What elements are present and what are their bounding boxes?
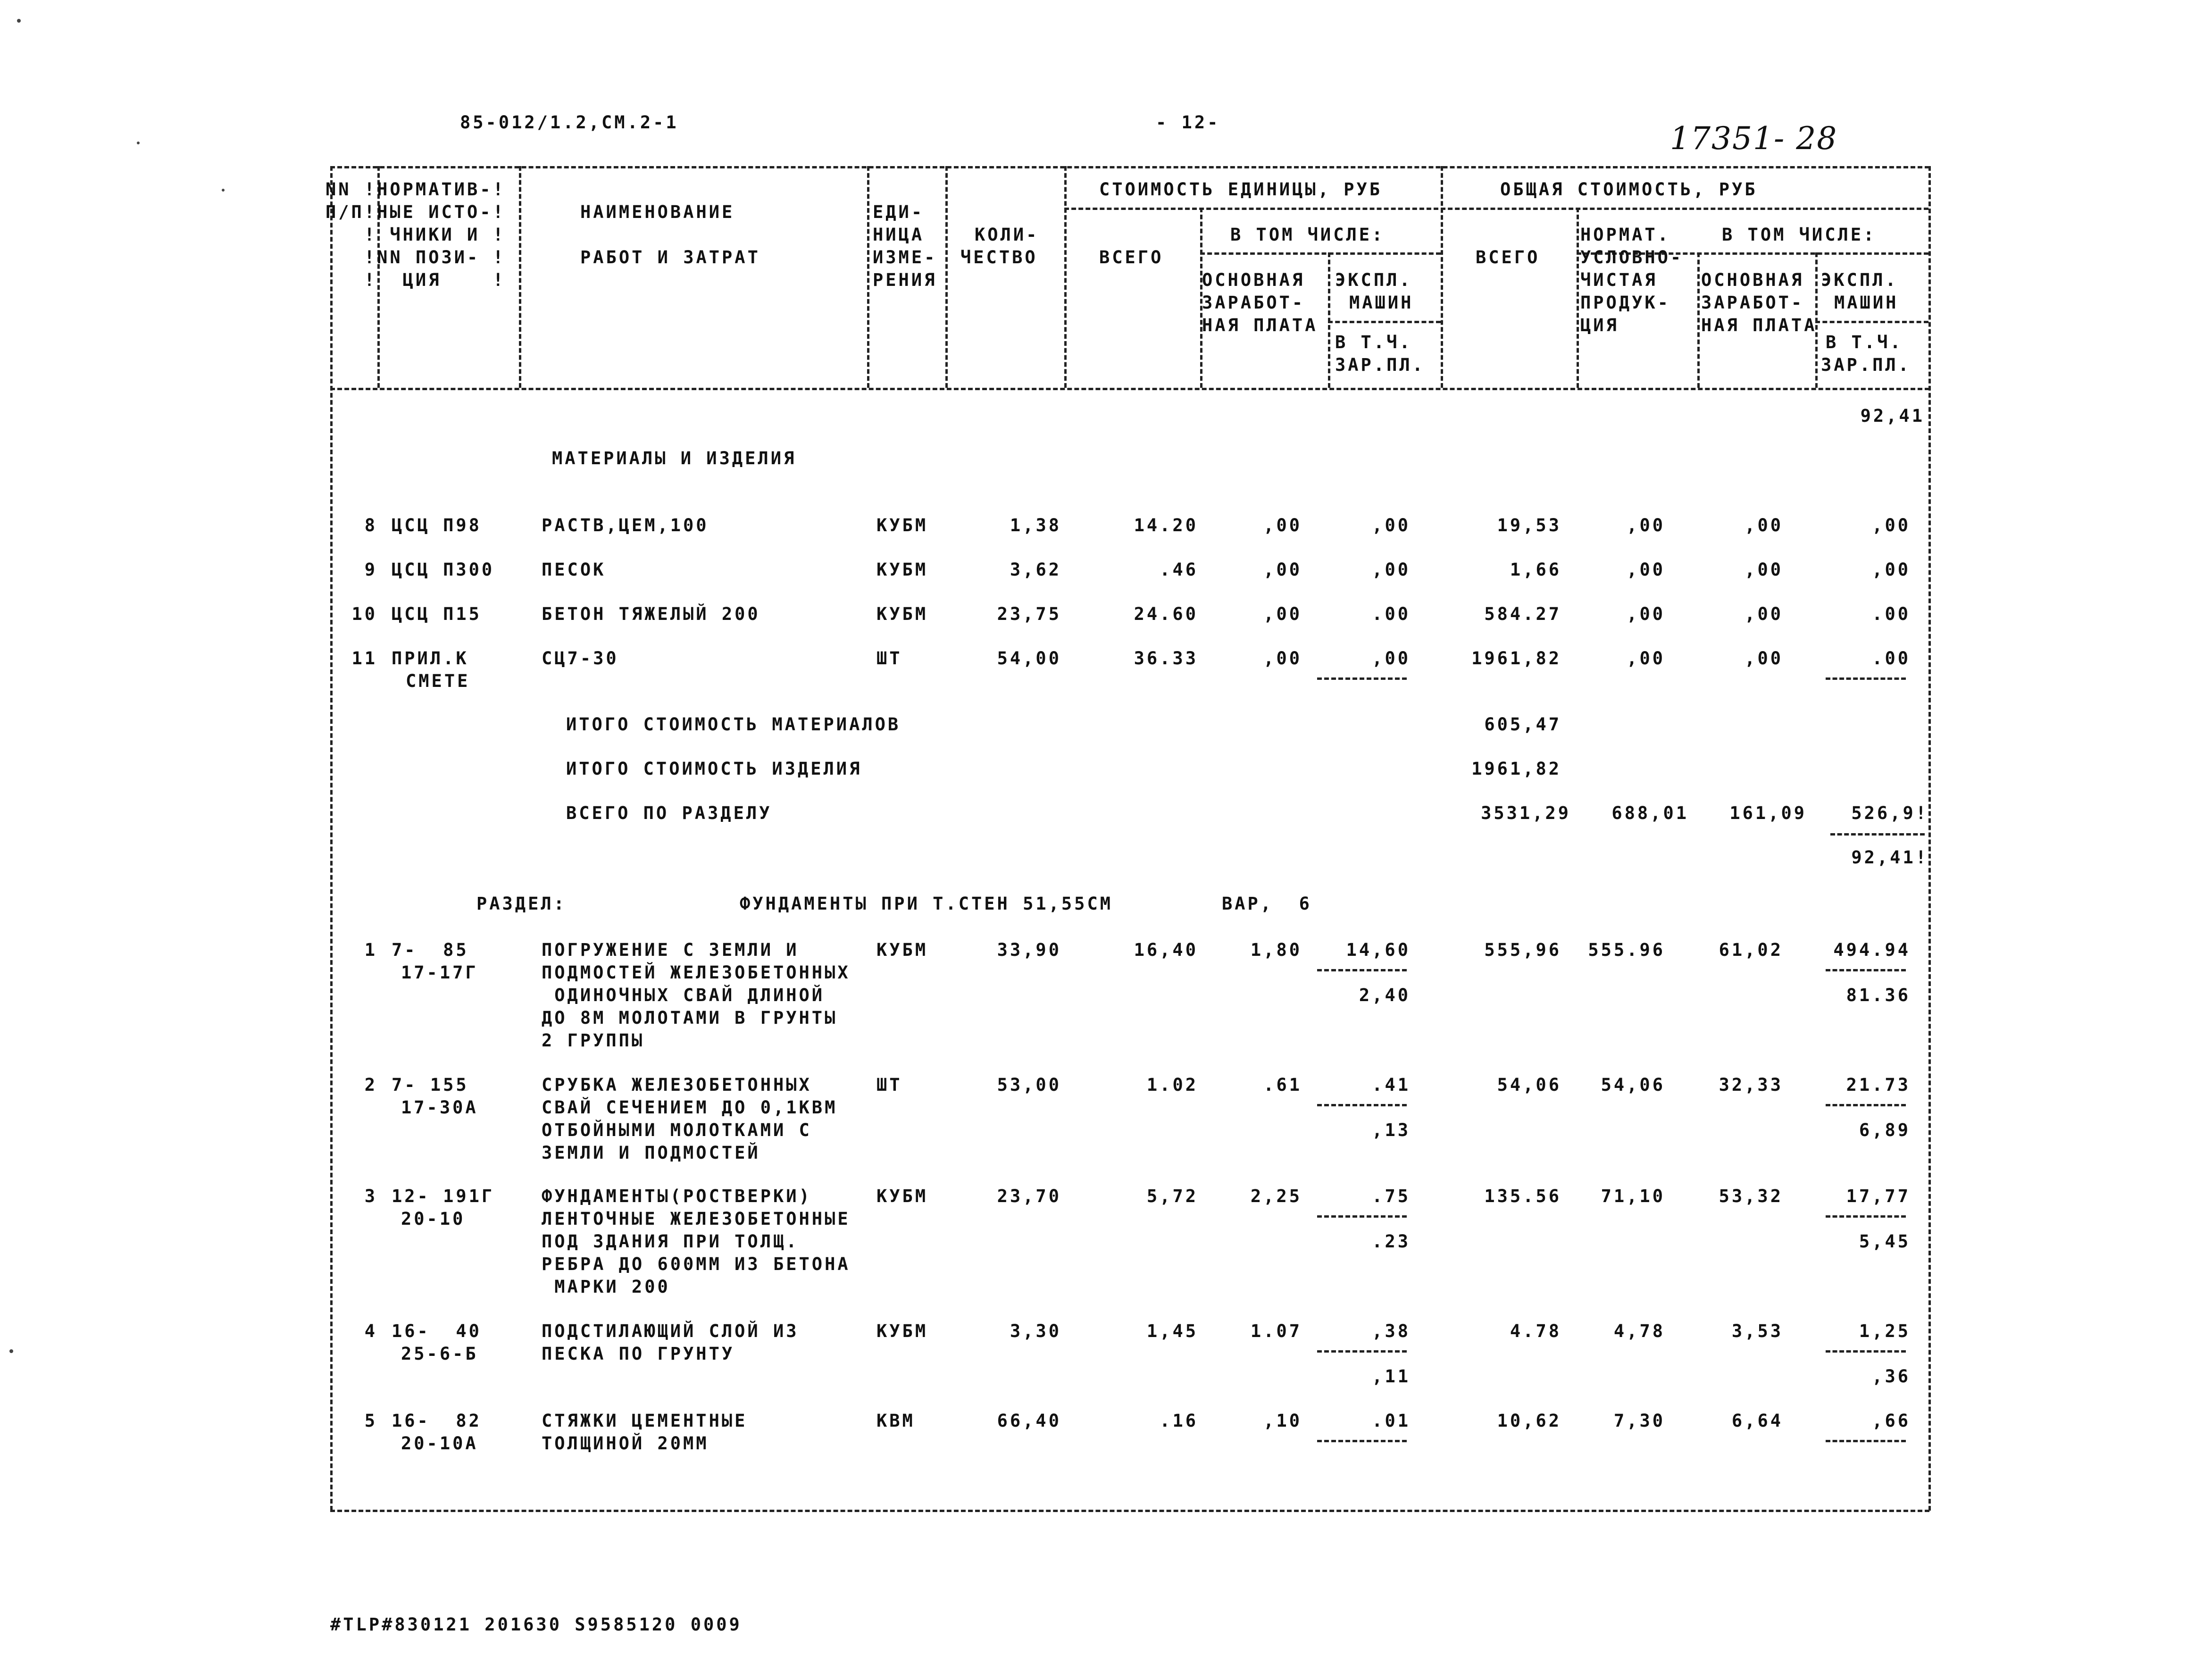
row-code-line2: 17-17Г xyxy=(401,962,478,983)
table-right-border xyxy=(1928,166,1931,1511)
row-unit-total: 1.02 xyxy=(1146,1075,1198,1095)
row-name: ОДИНОЧНЫХ СВАЙ ДЛИНОЙ xyxy=(542,985,825,1005)
row-number: 2 xyxy=(364,1075,377,1095)
row-name: СРУБКА ЖЕЛЕЗОБЕТОННЫХ xyxy=(542,1075,812,1095)
sub-separator xyxy=(1317,1440,1407,1442)
row-unit-machines: 14,60 xyxy=(1346,940,1411,960)
header-unit: НИЦА xyxy=(873,225,925,245)
row-total-machines: ,00 xyxy=(1872,560,1911,580)
row-unit-total: 24.60 xyxy=(1134,604,1198,624)
row-unit: КУБМ xyxy=(876,1186,928,1206)
row-unit: КУБМ xyxy=(876,604,928,624)
row-code-line2: СМЕТЕ xyxy=(406,671,470,691)
header-unit: ИЗМЕ- xyxy=(873,247,937,267)
row-number: 1 xyxy=(364,940,377,960)
row-name: ПЕСОК xyxy=(542,560,606,580)
row-total-machines: 21.73 xyxy=(1846,1075,1911,1095)
row-total-normative: ,00 xyxy=(1627,648,1665,669)
row-qty: 1,38 xyxy=(1010,515,1061,535)
header-bottom-border xyxy=(330,388,1929,390)
table-bottom-border xyxy=(330,1510,1929,1512)
total-items-value: 1961,82 xyxy=(1471,759,1561,779)
row-qty: 54,00 xyxy=(997,648,1061,669)
row-code-line2: 20-10 xyxy=(401,1209,466,1229)
section-label: РАЗДЕЛ: xyxy=(476,894,567,914)
sub-separator xyxy=(1826,677,1906,680)
header-incl-salary: ЗАР.ПЛ. xyxy=(1335,355,1425,375)
row-qty: 53,00 xyxy=(997,1075,1061,1095)
header-tsiya: ! ЦИЯ ! xyxy=(326,270,506,290)
sub-separator xyxy=(1317,1215,1407,1218)
row-total-machines-salary: 81.36 xyxy=(1846,985,1911,1005)
row-code: ЦСЦ П300 xyxy=(392,560,495,580)
row-code: 16- 40 xyxy=(392,1321,482,1341)
row-total-machines: ,00 xyxy=(1872,515,1911,535)
col-sep xyxy=(1697,252,1700,388)
row-total-normative: 4,78 xyxy=(1613,1321,1665,1341)
row-unit: ШТ xyxy=(876,1075,902,1095)
row-total-normative: ,00 xyxy=(1627,604,1665,624)
row-name: ПОД ЗДАНИЯ ПРИ ТОЛЩ. xyxy=(542,1231,799,1252)
row-name: ПОГРУЖЕНИЕ С ЗЕМЛИ И xyxy=(542,940,799,960)
row-number: 10 xyxy=(351,604,377,624)
sub-separator xyxy=(1826,1440,1906,1442)
row-name: СЦ7-30 xyxy=(542,648,619,669)
section-total-value: 3531,29 xyxy=(1481,803,1571,823)
row-code: 12- 191Г xyxy=(392,1186,495,1206)
sub-separator xyxy=(1826,969,1906,971)
scan-speck xyxy=(17,19,21,23)
header-including-2: В ТОМ ЧИСЛЕ: xyxy=(1722,225,1877,245)
row-total-machines-salary: 6,89 xyxy=(1859,1120,1911,1140)
row-unit-machines-salary: ,13 xyxy=(1372,1120,1411,1140)
col-sep xyxy=(1064,166,1067,388)
section-total-label: ВСЕГО ПО РАЗДЕЛУ xyxy=(566,803,772,823)
row-total-machines: 494.94 xyxy=(1833,940,1911,960)
row-unit-machines: ,00 xyxy=(1372,515,1411,535)
section-total-machines: 526,9! xyxy=(1851,803,1928,823)
table-left-border xyxy=(330,166,333,1511)
row-qty: 33,90 xyxy=(997,940,1061,960)
row-total-normative: 54,06 xyxy=(1601,1075,1665,1095)
row-unit-machines: ,00 xyxy=(1372,648,1411,669)
header-name-2: РАБОТ И ЗАТРАТ xyxy=(580,247,760,267)
row-total: 4.78 xyxy=(1510,1321,1561,1341)
row-unit-total: 36.33 xyxy=(1134,648,1198,669)
row-qty: 66,40 xyxy=(997,1411,1061,1431)
header-machines: МАШИН xyxy=(1349,293,1414,313)
row-qty: 23,75 xyxy=(997,604,1061,624)
header-base-salary: НАЯ ПЛАТА xyxy=(1202,315,1318,335)
row-code: 7- 85 xyxy=(392,940,469,960)
row-unit-machines-salary: .23 xyxy=(1372,1231,1411,1252)
row-unit-salary: ,00 xyxy=(1263,648,1302,669)
total-items-label: ИТОГО СТОИМОСТЬ ИЗДЕЛИЯ xyxy=(566,759,862,779)
row-name: ПЕСКА ПО ГРУНТУ xyxy=(542,1344,735,1364)
sub-separator xyxy=(1826,1215,1906,1218)
header-subline xyxy=(1200,252,1441,255)
section-carry-value: 92,41! xyxy=(1851,847,1928,868)
row-name: ПОДМОСТЕЙ ЖЕЛЕЗОБЕТОННЫХ xyxy=(542,962,851,983)
row-total-salary: ,00 xyxy=(1745,604,1783,624)
row-unit: ШТ xyxy=(876,648,902,669)
row-total-salary: ,00 xyxy=(1745,560,1783,580)
header-total-cost: ОБЩАЯ СТОИМОСТЬ, РУБ xyxy=(1500,179,1758,200)
row-unit: КВМ xyxy=(876,1411,915,1431)
sub-separator xyxy=(1826,1104,1906,1106)
sub-separator xyxy=(1317,969,1407,971)
row-name: БЕТОН ТЯЖЕЛЫЙ 200 xyxy=(542,604,760,624)
row-unit-machines: ,38 xyxy=(1372,1321,1411,1341)
row-unit-total: 16,40 xyxy=(1134,940,1198,960)
row-total-normative: 7,30 xyxy=(1613,1411,1665,1431)
row-name: РЕБРА ДО 600ММ ИЗ БЕТОНА xyxy=(542,1254,851,1274)
row-total-salary: 32,33 xyxy=(1719,1075,1783,1095)
header-including: В ТОМ ЧИСЛЕ: xyxy=(1230,225,1385,245)
row-unit-salary: ,00 xyxy=(1263,515,1302,535)
row-total-machines: .00 xyxy=(1872,648,1911,669)
col-sep xyxy=(1441,166,1443,388)
row-unit-salary: 2,25 xyxy=(1250,1186,1302,1206)
row-code: ПРИЛ.К xyxy=(392,648,469,669)
row-name: ТОЛЩИНОЙ 20ММ xyxy=(542,1433,709,1454)
row-total-machines-salary: ,36 xyxy=(1872,1366,1911,1387)
header-subline xyxy=(1328,321,1441,323)
section-variant: ВАР, 6 xyxy=(1222,894,1312,914)
header-nn: NN !НОРМАТИВ-! xyxy=(326,179,506,200)
header-machines: ЭКСПЛ. xyxy=(1335,270,1412,290)
col-sep xyxy=(1328,252,1330,388)
row-name: ЛЕНТОЧНЫЕ ЖЕЛЕЗОБЕТОННЫЕ xyxy=(542,1209,851,1229)
header-sources: ! ЧНИКИ И ! xyxy=(326,225,506,245)
header-incl-salary: В Т.Ч. xyxy=(1335,332,1412,352)
section-total-salary: 161,09 xyxy=(1729,803,1807,823)
header-base-salary-2: НАЯ ПЛАТА xyxy=(1701,315,1817,335)
row-unit-salary: .61 xyxy=(1263,1075,1302,1095)
col-sep xyxy=(519,166,521,388)
document-code: 85-012/1.2,СМ.2-1 xyxy=(460,112,679,133)
header-subline xyxy=(1064,208,1928,210)
header-positions: !NN ПОЗИ- ! xyxy=(326,247,506,267)
row-unit-machines: .75 xyxy=(1372,1186,1411,1206)
row-total-machines: ,66 xyxy=(1872,1411,1911,1431)
row-total: 1,66 xyxy=(1510,560,1561,580)
page-number: - 12- xyxy=(1156,112,1220,133)
sub-separator xyxy=(1317,1350,1407,1353)
row-name: РАСТВ,ЦЕМ,100 xyxy=(542,515,709,535)
header-normative: ЦИЯ xyxy=(1580,315,1619,335)
header-quantity: ЧЕСТВО xyxy=(960,247,1038,267)
header-pp: П/П!НЫЕ ИСТО-! xyxy=(326,202,506,222)
sub-separator xyxy=(1826,1350,1906,1353)
row-number: 11 xyxy=(351,648,377,669)
row-total: 584.27 xyxy=(1484,604,1561,624)
row-unit: КУБМ xyxy=(876,1321,928,1341)
row-unit: КУБМ xyxy=(876,940,928,960)
row-code-line2: 25-6-Б xyxy=(401,1344,478,1364)
row-total-salary: 53,32 xyxy=(1719,1186,1783,1206)
header-subline xyxy=(1815,321,1928,323)
header-normative: НОРМАТ. xyxy=(1580,225,1670,245)
scan-speck xyxy=(222,189,225,192)
row-qty: 23,70 xyxy=(997,1186,1061,1206)
row-name: ЗЕМЛИ И ПОДМОСТЕЙ xyxy=(542,1143,760,1163)
table-top-border xyxy=(330,166,1929,168)
row-total-salary: ,00 xyxy=(1745,648,1783,669)
section-title: ФУНДАМЕНТЫ ПРИ Т.СТЕН 51,55СМ xyxy=(740,894,1113,914)
row-total: 555,96 xyxy=(1484,940,1561,960)
row-code-line2: 20-10А xyxy=(401,1433,478,1454)
row-unit-machines: .41 xyxy=(1372,1075,1411,1095)
row-unit-salary: ,00 xyxy=(1263,560,1302,580)
header-machines-2: ЭКСПЛ. xyxy=(1821,270,1898,290)
total-materials-label: ИТОГО СТОИМОСТЬ МАТЕРИАЛОВ xyxy=(566,714,901,735)
section-title-materials: МАТЕРИАЛЫ И ИЗДЕЛИЯ xyxy=(552,448,797,468)
header-quantity: КОЛИ- xyxy=(975,225,1039,245)
header-base-salary-2: ЗАРАБОТ- xyxy=(1701,293,1804,313)
row-unit-total: 14.20 xyxy=(1134,515,1198,535)
row-unit-total: 5,72 xyxy=(1146,1186,1198,1206)
scan-speck xyxy=(9,1349,13,1353)
handwritten-number: 17351- 28 xyxy=(1670,120,1838,157)
header-machines-2: МАШИН xyxy=(1834,293,1899,313)
col-sep xyxy=(867,166,869,388)
row-code: ЦСЦ П98 xyxy=(392,515,482,535)
row-total-salary: 6,64 xyxy=(1731,1411,1783,1431)
row-name: СТЯЖКИ ЦЕМЕНТНЫЕ xyxy=(542,1411,748,1431)
carry-over-value: 92,41 xyxy=(1860,406,1925,426)
row-code: 7- 155 xyxy=(392,1075,469,1095)
col-sep xyxy=(1577,208,1579,388)
row-unit-total: 1,45 xyxy=(1146,1321,1198,1341)
header-incl-salary-2: В Т.Ч. xyxy=(1826,332,1903,352)
row-unit-machines: .01 xyxy=(1372,1411,1411,1431)
row-unit-machines: ,00 xyxy=(1372,560,1411,580)
row-total-machines: 1,25 xyxy=(1859,1321,1911,1341)
row-qty: 3,30 xyxy=(1010,1321,1061,1341)
row-number: 8 xyxy=(364,515,377,535)
header-normative: ЧИСТАЯ xyxy=(1580,270,1658,290)
row-total-normative: ,00 xyxy=(1627,560,1665,580)
row-unit-machines-salary: 2,40 xyxy=(1359,985,1411,1005)
row-unit-salary: ,10 xyxy=(1263,1411,1302,1431)
row-name: ПОДСТИЛАЮЩИЙ СЛОЙ ИЗ xyxy=(542,1321,799,1341)
row-name: ДО 8М МОЛОТАМИ В ГРУНТЫ xyxy=(542,1008,838,1028)
footer-code: #TLP#830121 201630 S9585120 0009 xyxy=(330,1614,742,1635)
row-total-salary: 3,53 xyxy=(1731,1321,1783,1341)
row-code: 16- 82 xyxy=(392,1411,482,1431)
row-unit: КУБМ xyxy=(876,560,928,580)
header-unit-cost: СТОИМОСТЬ ЕДИНИЦЫ, РУБ xyxy=(1099,179,1383,200)
row-total: 135.56 xyxy=(1484,1186,1561,1206)
row-total-machines: .00 xyxy=(1872,604,1911,624)
row-number: 9 xyxy=(364,560,377,580)
row-unit-machines-salary: ,11 xyxy=(1372,1366,1411,1387)
row-number: 4 xyxy=(364,1321,377,1341)
header-unit: ЕДИ- xyxy=(873,202,925,222)
row-qty: 3,62 xyxy=(1010,560,1061,580)
sub-separator xyxy=(1830,833,1925,836)
section-total-normative: 688,01 xyxy=(1611,803,1689,823)
scan-speck xyxy=(137,142,140,144)
row-name: 2 ГРУППЫ xyxy=(542,1030,645,1051)
row-total-salary: ,00 xyxy=(1745,515,1783,535)
row-total: 54,06 xyxy=(1497,1075,1561,1095)
row-unit-salary: ,00 xyxy=(1263,604,1302,624)
row-code-line2: 17-30А xyxy=(401,1097,478,1118)
row-unit-total: .46 xyxy=(1160,560,1198,580)
total-materials-value: 605,47 xyxy=(1484,714,1561,735)
row-name: ОТБОЙНЫМИ МОЛОТКАМИ С xyxy=(542,1120,812,1140)
sub-separator xyxy=(1317,677,1407,680)
row-total-machines-salary: 5,45 xyxy=(1859,1231,1911,1252)
header-incl-salary-2: ЗАР.ПЛ. xyxy=(1821,355,1911,375)
row-unit-machines: .00 xyxy=(1372,604,1411,624)
row-number: 5 xyxy=(364,1411,377,1431)
header-total-2: ВСЕГО xyxy=(1476,247,1540,267)
col-sep xyxy=(945,166,948,388)
header-normative: УСЛОВНО- xyxy=(1580,247,1684,267)
row-unit-salary: 1.07 xyxy=(1250,1321,1302,1341)
sub-separator xyxy=(1317,1104,1407,1106)
row-total-machines: 17,77 xyxy=(1846,1186,1911,1206)
row-total: 19,53 xyxy=(1497,515,1561,535)
header-name: НАИМЕНОВАНИЕ xyxy=(580,202,735,222)
row-unit-salary: 1,80 xyxy=(1250,940,1302,960)
header-normative: ПРОДУК- xyxy=(1580,293,1670,313)
header-unit: РЕНИЯ xyxy=(873,270,937,290)
row-name: ФУНДАМЕНТЫ(РОСТВЕРКИ) xyxy=(542,1186,812,1206)
header-total: ВСЕГО xyxy=(1099,247,1164,267)
row-total: 10,62 xyxy=(1497,1411,1561,1431)
row-total-normative: 555.96 xyxy=(1588,940,1665,960)
row-unit-total: .16 xyxy=(1160,1411,1198,1431)
row-total-normative: ,00 xyxy=(1627,515,1665,535)
header-base-salary: ЗАРАБОТ- xyxy=(1202,293,1305,313)
row-total: 1961,82 xyxy=(1471,648,1561,669)
row-code: ЦСЦ П15 xyxy=(392,604,482,624)
row-total-salary: 61,02 xyxy=(1719,940,1783,960)
header-base-salary-2: ОСНОВНАЯ xyxy=(1701,270,1804,290)
row-total-normative: 71,10 xyxy=(1601,1186,1665,1206)
row-name: МАРКИ 200 xyxy=(542,1277,670,1297)
row-name: СВАЙ СЕЧЕНИЕМ ДО 0,1КВМ xyxy=(542,1097,838,1118)
row-unit: КУБМ xyxy=(876,515,928,535)
header-base-salary: ОСНОВНАЯ xyxy=(1202,270,1305,290)
row-number: 3 xyxy=(364,1186,377,1206)
